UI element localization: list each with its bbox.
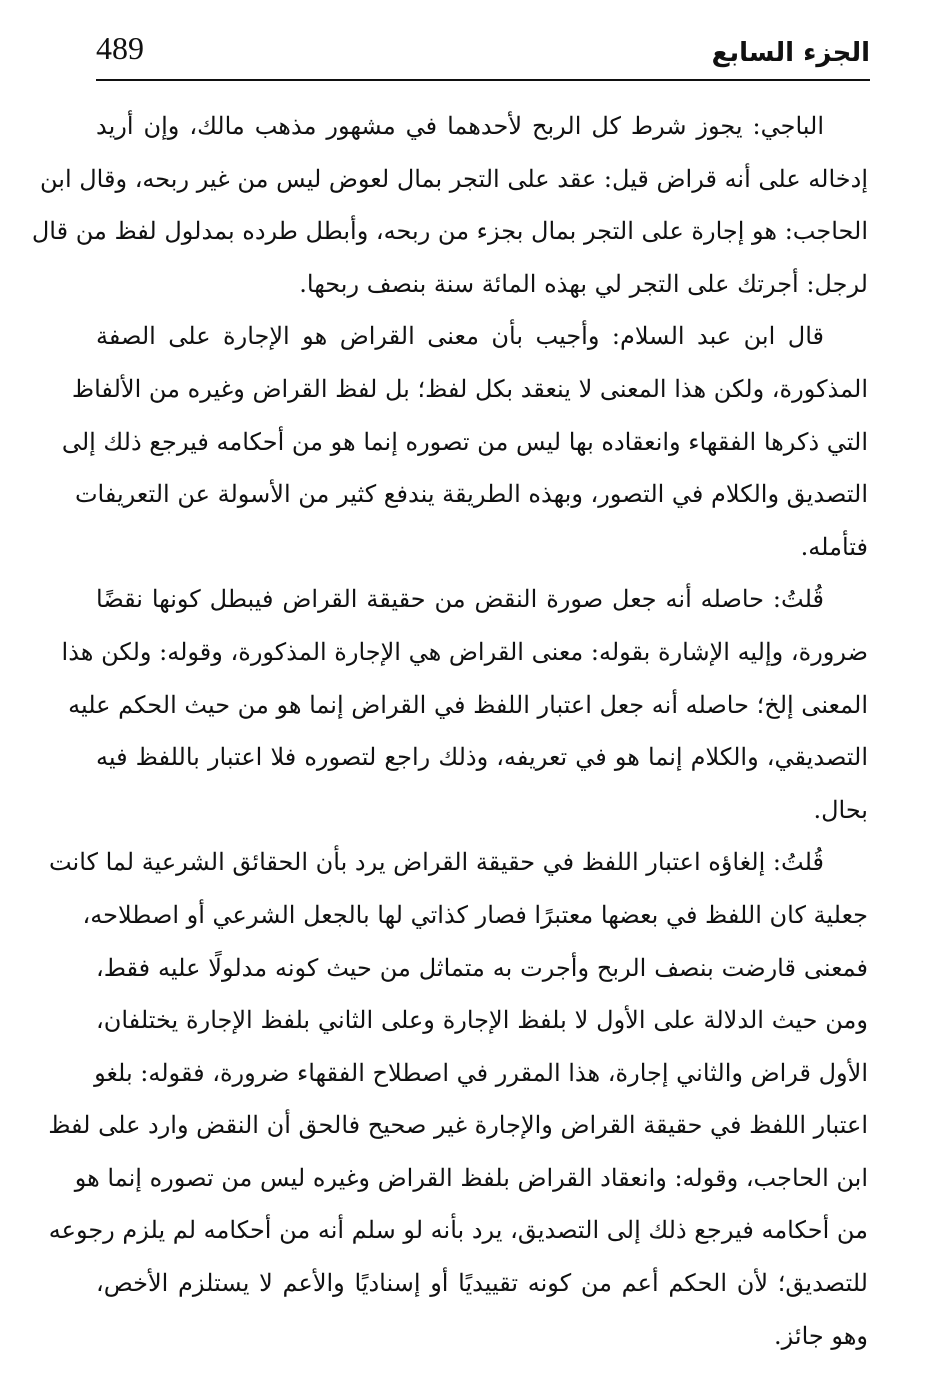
text-line: المذكورة، ولكن هذا المعنى لا ينعقد بكل لفظ؛ بل لفظ القراض وغيره من الألفاظ	[71, 374, 868, 403]
text-line: من أحكامه فيرجع ذلك إلى التصديق، يرد بأنه لو سلم أنه من أحكامه لم يلزم رجوعه	[48, 1216, 868, 1245]
text-line-content: قُلتُ: إلغاؤه اعتبار اللفظ في حقيقة القراض يرد بأن الحقائق الشرعية لما كانت	[48, 848, 824, 877]
text-line: ابن الحاجب، وقوله: وانعقاد القراض بلفظ القراض وغيره ليس من تصوره إنما هو	[74, 1163, 868, 1192]
text-line	[96, 573, 868, 626]
text-line: الحاجب: هو إجارة على التجر بمال بجزء من ربحه، وأبطل طرده بمدلول لفظ من قال	[31, 217, 868, 246]
text-line-content: قُلتُ: حاصله أنه جعل صورة النقض من حقيقة القراض فيبطل كونها نقضًا	[96, 585, 824, 614]
text-line	[48, 836, 868, 889]
text-line: التصديق والكلام في التصور، وبهذه الطريقة يندفع كثير من الأسولة عن التعريفات	[74, 480, 868, 509]
text-line: بحال.	[813, 795, 868, 824]
text-line-content: قال ابن عبد السلام: وأجيب بأن معنى القراض هو الإجارة على الصفة	[96, 322, 824, 351]
text-line: ضرورة، وإليه الإشارة بقوله: معنى القراض هي الإجارة المذكورة، وقوله: ولكن هذا	[61, 637, 868, 666]
text-line	[96, 100, 868, 153]
text-line: ومن حيث الدلالة على الأول لا بلفظ الإجارة وعلى الثاني بلفظ الإجارة يختلفان،	[96, 1006, 868, 1035]
text-line: فمعنى قارضت بنصف الربح وأجرت به متماثل من حيث كونه مدلولًا عليه فقط،	[96, 953, 868, 982]
paragraph-3	[61, 573, 868, 836]
text-line-content: الباجي: يجوز شرط كل الربح لأحدهما في مشهور مذهب مالك، وإن أريد	[96, 112, 824, 140]
text-line: اعتبار اللفظ في حقيقة القراض والإجارة غير صحيح فالحق أن النقض وارد على لفظ	[48, 1111, 868, 1140]
paragraph-4	[48, 836, 868, 1362]
text-line: التصديقي، والكلام إنما هو في تعريفه، وذلك راجع لتصوره فلا اعتبار باللفظ فيه	[96, 743, 868, 772]
text-line: فتأمله.	[800, 532, 868, 561]
text-line: لرجل: أجرتك على التجر لي بهذه المائة سنة بنصف ربحها.	[299, 269, 868, 298]
header-divider	[96, 79, 870, 81]
paragraph-1	[31, 100, 868, 310]
text-line	[96, 310, 868, 363]
running-title: الجزء السابع	[711, 38, 870, 68]
text-line: للتصديق؛ لأن الحكم أعم من كونه تقييديًا أو إسناديًا والأعم لا يستلزم الأخص،	[96, 1269, 868, 1298]
text-line: جعلية كان اللفظ في بعضها معتبرًا فصار كذاتي لها بالجعل الشرعي أو اصطلاحه،	[82, 900, 868, 929]
body-text	[31, 100, 868, 1362]
text-line: الأول قراض والثاني إجارة، هذا المقرر في اصطلاح الفقهاء ضرورة، فقوله: بلغو	[94, 1058, 868, 1087]
text-line: وهو جائز.	[774, 1321, 868, 1350]
text-line: التي ذكرها الفقهاء وانعقاده بها ليس من تصوره إنما هو من أحكامه فيرجع ذلك إلى	[61, 427, 868, 456]
text-line: إدخاله على أنه قراض قيل: عقد على التجر بمال لعوض ليس من غير ربحه، وقال ابن	[40, 164, 868, 193]
page-number: 489	[96, 30, 144, 66]
paragraph-2	[61, 310, 868, 573]
page-header	[96, 24, 870, 80]
text-line: المعنى إلخ؛ حاصله أنه جعل اعتبار اللفظ في القراض إنما هو من حيث الحكم عليه	[68, 690, 868, 719]
